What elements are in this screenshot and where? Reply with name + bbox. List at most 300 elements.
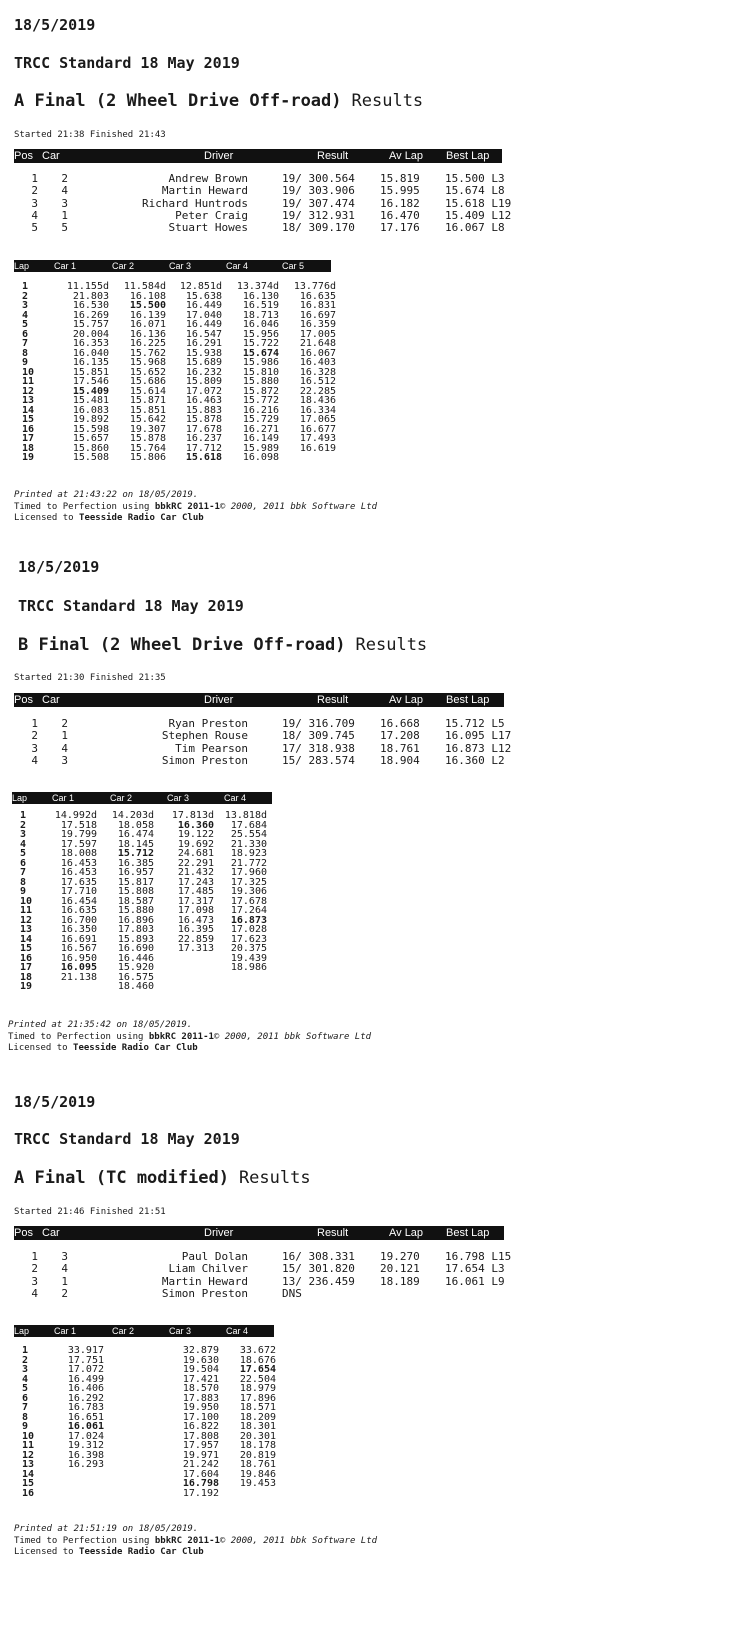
lap-time-car-1: 16.095: [60, 962, 97, 973]
lap-time-car-5: 16.359: [299, 319, 336, 330]
lap-time-car-3: 15.638: [185, 290, 222, 302]
lap-number: 2: [22, 1354, 29, 1366]
lap-time-car-3: 17.604: [182, 1468, 219, 1480]
lap-time-car-3: 19.692: [177, 838, 214, 850]
header-pos: Pos: [14, 150, 33, 162]
result-result: 19/ 312.931: [282, 208, 355, 222]
lap-time-car-1: 14.992d: [54, 810, 97, 821]
header-driver: Driver: [204, 1227, 234, 1239]
lap-time-car-3: 22.859: [177, 933, 214, 945]
lap-time-car-3: 17.883: [182, 1392, 219, 1404]
lap-time-car-1: 16.269: [72, 309, 109, 321]
result-car: 3: [61, 753, 68, 767]
printed-at: Printed at 21:43:22 on 18/05/2019.: [14, 490, 199, 500]
header-driver: Driver: [204, 694, 234, 706]
result-result: 19/ 307.474: [282, 196, 355, 210]
result-car: 3: [61, 196, 68, 210]
lap-number: 7: [22, 1402, 29, 1413]
result-car: 1: [61, 208, 68, 222]
result-pos: 2: [31, 184, 38, 198]
result-driver: Tim Pearson: [175, 741, 248, 755]
lap-number: 19: [20, 981, 33, 992]
lap-number: 15: [22, 414, 35, 425]
lap-number: 11: [20, 905, 33, 916]
lap-time-car-2: 15.614: [129, 385, 166, 397]
lap-number: 13: [22, 395, 35, 406]
lap-time-car-2: 17.803: [117, 924, 154, 935]
lap-number: 9: [22, 1421, 29, 1432]
lap-time-car-2: 18.145: [117, 838, 154, 850]
lap-time-car-5: 22.285: [299, 385, 336, 397]
lap-number: 6: [20, 857, 27, 869]
lap-number: 4: [20, 838, 27, 850]
lap-number: 13: [22, 1459, 35, 1470]
lap-time-car-4: 15.880: [242, 376, 279, 387]
result-car: 5: [61, 221, 68, 235]
lap-time-car-3: 17.098: [177, 905, 214, 916]
lap-header-car-4: Car 4: [224, 793, 247, 803]
lap-time-car-2: 16.474: [117, 829, 154, 840]
lap-time-car-5: 18.436: [299, 395, 336, 406]
lap-number: 10: [22, 366, 35, 378]
lap-time-car-4: 17.325: [230, 876, 267, 888]
lap-time-car-3: 19.504: [182, 1364, 219, 1375]
result-bestlap: 15.409 L12: [445, 208, 512, 222]
lap-time-car-2: 15.851: [129, 404, 166, 416]
lap-time-car-2: 15.686: [129, 376, 166, 387]
lap-header-car-3: Car 3: [169, 1326, 192, 1336]
lap-time-car-4: 17.684: [230, 819, 267, 831]
lap-number: 9: [20, 886, 27, 897]
lap-time-car-2: 16.108: [129, 290, 166, 302]
lap-time-car-5: 16.635: [299, 290, 336, 302]
lap-time-car-1: 33.917: [67, 1345, 104, 1356]
lap-time-car-4: 19.453: [239, 1478, 276, 1489]
lap-time-car-3: 18.570: [182, 1383, 219, 1394]
lap-time-car-1: 16.135: [72, 357, 109, 368]
lap-time-car-1: 17.635: [60, 876, 97, 888]
lap-time-car-4: 18.301: [239, 1421, 276, 1432]
lap-time-car-4: 20.819: [239, 1449, 276, 1461]
lap-number: 1: [20, 810, 27, 821]
lap-time-car-5: 16.403: [299, 357, 336, 368]
lap-time-car-1: 16.353: [72, 338, 109, 349]
result-driver: Martin Heward: [161, 1274, 248, 1288]
result-result: 16/ 308.331: [282, 1250, 355, 1263]
meeting-title: TRCC Standard 18 May 2019: [18, 597, 244, 615]
result-avlap: 18.904: [380, 753, 420, 767]
lap-number: 16: [22, 423, 35, 435]
header-driver: Driver: [204, 150, 234, 162]
lap-number: 9: [22, 357, 29, 368]
lap-time-car-3: 15.689: [185, 357, 222, 368]
lap-time-car-1: 16.083: [72, 404, 109, 416]
result-bestlap: 15.712 L5: [445, 717, 505, 730]
lap-time-car-4: 17.896: [239, 1392, 276, 1404]
lap-number: 4: [22, 1373, 29, 1385]
race-title: [14, 1168, 311, 1188]
lap-time-car-4: 19.846: [239, 1468, 276, 1480]
lap-time-car-2: 16.957: [117, 867, 154, 878]
lap-row: [0, 1403, 330, 1413]
result-driver: Simon Preston: [161, 753, 248, 767]
lap-number: 12: [22, 385, 35, 397]
lap-time-car-2: 15.880: [117, 905, 154, 916]
header-avlap: Av Lap: [389, 694, 424, 706]
lap-row: [0, 1384, 330, 1394]
lap-number: 12: [22, 1449, 35, 1461]
license-line: Licensed to Teesside Radio Car Club: [8, 1043, 198, 1053]
lap-time-car-2: 15.968: [129, 357, 166, 368]
result-car: 1: [61, 1274, 68, 1288]
result-bestlap: 16.873 L12: [445, 741, 512, 755]
lap-number: 11: [22, 1440, 35, 1451]
result-pos: 3: [31, 196, 38, 210]
lap-time-car-4: 15.722: [242, 338, 279, 349]
lap-number: 14: [22, 404, 35, 416]
lap-time-car-5: 16.067: [299, 347, 336, 359]
lap-time-car-1: 16.635: [60, 905, 97, 916]
lap-time-car-2: 15.642: [129, 414, 166, 425]
lap-time-car-1: 16.950: [60, 952, 97, 964]
lap-time-car-1: 15.409: [72, 385, 109, 397]
race-name: B Final (2 Wheel Drive Off-road): [18, 635, 346, 655]
lap-time-car-1: 17.024: [67, 1430, 104, 1442]
result-pos: 1: [31, 172, 38, 185]
start-finish-times: Started 21:30 Finished 21:35: [14, 673, 166, 683]
lap-time-car-4: 18.571: [239, 1402, 276, 1413]
lap-time-car-3: 17.192: [182, 1487, 219, 1499]
result-driver: Simon Preston: [161, 1286, 248, 1300]
lap-time-car-2: 19.307: [129, 423, 166, 435]
lap-time-car-3: 17.957: [182, 1440, 219, 1451]
lap-time-car-4: 16.098: [242, 452, 279, 463]
header-result: Result: [317, 694, 349, 706]
sheet-date: 18/5/2019: [14, 16, 96, 34]
lap-time-car-3: 17.421: [182, 1373, 219, 1385]
lap-time-car-3: 15.938: [185, 347, 222, 359]
result-driver: Liam Chilver: [168, 1262, 248, 1276]
lap-row: [0, 1470, 330, 1480]
result-bestlap: 16.798 L15: [445, 1250, 512, 1263]
lap-time-car-1: 15.481: [72, 395, 109, 406]
result-bestlap: 15.500 L3: [445, 172, 505, 185]
results-label: Results: [238, 1168, 311, 1188]
header-avlap: Av Lap: [389, 150, 424, 162]
lap-header-lap: Lap: [14, 1326, 30, 1336]
lap-row: [0, 1365, 330, 1375]
lap-time-car-3: 15.618: [185, 452, 222, 463]
result-driver: Andrew Brown: [168, 172, 248, 185]
lap-number: 8: [22, 1411, 29, 1423]
lap-table-header: [14, 1325, 274, 1337]
lap-time-car-1: 16.700: [60, 914, 97, 926]
lap-time-car-2: 16.575: [117, 971, 154, 983]
lap-header-car-4: Car 4: [226, 261, 249, 271]
printed-at: Printed at 21:51:19 on 18/05/2019.: [14, 1524, 199, 1534]
lap-row: [0, 1489, 330, 1499]
lap-header-lap: Lap: [14, 261, 30, 271]
result-bestlap: 15.618 L19: [445, 196, 512, 210]
lap-header-car-3: Car 3: [169, 261, 192, 271]
lap-time-car-4: 22.504: [239, 1373, 276, 1385]
header-pos: Pos: [14, 694, 33, 706]
lap-time-car-2: 16.071: [129, 319, 166, 330]
result-bestlap: 16.095 L17: [445, 729, 512, 743]
lap-time-car-2: 18.058: [117, 819, 154, 831]
result-pos: 5: [31, 221, 38, 235]
lap-time-car-1: 16.292: [67, 1392, 104, 1404]
lap-time-car-2: 16.896: [117, 914, 154, 926]
result-result: 19/ 300.564: [282, 172, 355, 185]
lap-time-car-5: 13.776d: [293, 281, 336, 292]
lap-time-car-2: 15.817: [117, 876, 154, 888]
header-car: Car: [42, 150, 60, 162]
lap-time-car-4: 18.209: [239, 1411, 276, 1423]
lap-time-car-4: 18.979: [239, 1383, 276, 1394]
lap-time-car-3: 12.851d: [179, 281, 222, 292]
start-finish-times: Started 21:38 Finished 21:43: [14, 130, 166, 140]
lap-time-car-1: 17.072: [67, 1364, 104, 1375]
lap-time-car-4: 18.923: [230, 848, 267, 859]
lap-time-car-3: 16.798: [182, 1478, 219, 1489]
result-bestlap: 16.067 L8: [445, 221, 505, 235]
lap-time-car-2: 16.225: [129, 338, 166, 349]
lap-time-car-1: 16.530: [72, 300, 109, 311]
lap-time-car-3: 16.449: [185, 300, 222, 311]
lap-time-car-1: 15.851: [72, 366, 109, 378]
header-bestlap: Best Lap: [446, 694, 490, 706]
result-pos: 1: [31, 717, 38, 730]
lap-row: [0, 1394, 330, 1404]
lap-time-car-2: 16.139: [129, 309, 166, 321]
results-label: Results: [355, 635, 428, 655]
lap-time-car-3: 15.883: [185, 404, 222, 416]
lap-time-car-1: 17.597: [60, 838, 97, 850]
lap-time-car-4: 21.772: [230, 857, 267, 869]
lap-number: 17: [20, 962, 33, 973]
lap-time-car-4: 15.729: [242, 414, 279, 425]
lap-row: [0, 1460, 330, 1470]
timing-software: Timed to Perfection using bbkRC 2011-1© 2000, 2011 bbk Software Ltd: [8, 1031, 372, 1042]
lap-time-car-5: 16.697: [299, 309, 336, 321]
result-driver: Stephen Rouse: [161, 729, 248, 743]
lap-time-car-1: 19.892: [72, 414, 109, 425]
result-avlap: 18.761: [380, 741, 420, 755]
lap-time-car-1: 16.453: [60, 867, 97, 878]
lap-time-car-5: 21.648: [299, 338, 336, 349]
lap-time-car-5: 16.677: [299, 423, 336, 435]
lap-time-car-3: 19.950: [182, 1402, 219, 1413]
lap-number: 3: [20, 829, 27, 840]
header-avlap: Av Lap: [389, 1227, 424, 1239]
sheet-footer: [14, 1524, 377, 1559]
lap-time-car-1: 15.757: [72, 319, 109, 330]
lap-header-car-3: Car 3: [167, 793, 190, 803]
result-result: 17/ 318.938: [282, 741, 355, 755]
lap-time-car-3: 17.072: [185, 385, 222, 397]
race-name: A Final (TC modified): [14, 1168, 229, 1188]
lap-time-car-4: 16.046: [242, 319, 279, 330]
result-pos: 4: [31, 753, 38, 767]
lap-time-car-3: 17.040: [185, 309, 222, 321]
lap-time-car-1: 19.799: [60, 829, 97, 840]
lap-time-car-4: 18.761: [239, 1459, 276, 1470]
lap-header-car-1: Car 1: [54, 1326, 77, 1336]
result-pos: 3: [31, 1274, 38, 1288]
result-result: 15/ 301.820: [282, 1262, 355, 1276]
lap-number: 10: [20, 895, 33, 907]
lap-time-car-1: 16.691: [60, 933, 97, 945]
lap-time-car-2: 15.878: [129, 433, 166, 444]
lap-time-car-4: 17.623: [230, 933, 267, 945]
result-avlap: 15.819: [380, 172, 420, 185]
lap-time-car-3: 16.473: [177, 914, 214, 926]
result-driver: Ryan Preston: [168, 717, 248, 730]
lap-time-car-3: 17.678: [185, 423, 222, 435]
lap-time-car-3: 16.237: [185, 433, 222, 444]
lap-row: [0, 1432, 330, 1442]
lap-time-car-4: 16.216: [242, 404, 279, 416]
lap-number: 4: [22, 309, 29, 321]
lap-time-car-1: 16.293: [67, 1459, 104, 1470]
result-car: 2: [61, 172, 68, 185]
lap-time-car-4: 15.986: [242, 357, 279, 368]
lap-time-car-4: 17.654: [239, 1364, 276, 1375]
lap-number: 6: [22, 1392, 29, 1404]
result-row: [0, 1287, 560, 1300]
lap-row: [0, 1356, 330, 1366]
lap-time-car-1: 16.651: [67, 1411, 104, 1423]
start-finish-times: Started 21:46 Finished 21:51: [14, 1207, 166, 1217]
result-avlap: 17.208: [380, 729, 420, 743]
lap-time-car-4: 15.772: [242, 395, 279, 406]
lap-time-car-1: 16.398: [67, 1449, 104, 1461]
lap-time-car-1: 16.040: [72, 347, 109, 359]
lap-time-car-1: 17.518: [60, 819, 97, 831]
lap-time-car-4: 15.674: [242, 347, 279, 359]
lap-time-car-3: 19.971: [182, 1449, 219, 1461]
lap-time-car-4: 19.306: [230, 886, 267, 897]
lap-time-car-3: 16.449: [185, 319, 222, 330]
lap-time-car-2: 16.385: [117, 857, 154, 869]
lap-time-car-4: 15.872: [242, 385, 279, 397]
lap-time-car-2: 11.584d: [123, 281, 166, 292]
results-label: Results: [351, 91, 424, 111]
result-avlap: 20.121: [380, 1262, 420, 1276]
lap-time-car-4: 16.271: [242, 423, 279, 435]
lap-time-car-2: 15.500: [129, 300, 166, 311]
result-bestlap: 16.061 L9: [445, 1274, 505, 1288]
lap-time-car-4: 21.330: [230, 838, 267, 850]
lap-time-car-1: 16.406: [67, 1383, 104, 1394]
lap-time-car-5: 16.328: [299, 366, 336, 378]
lap-time-car-1: 16.350: [60, 924, 97, 935]
result-pos: 2: [31, 1262, 38, 1276]
lap-number: 10: [22, 1430, 35, 1442]
lap-header-car-1: Car 1: [52, 793, 75, 803]
header-car: Car: [42, 694, 60, 706]
lap-time-car-3: 16.822: [182, 1421, 219, 1432]
lap-number: 17: [22, 433, 35, 444]
lap-time-car-3: 16.463: [185, 395, 222, 406]
lap-time-car-4: 18.676: [239, 1354, 276, 1366]
results-header: [14, 1226, 504, 1240]
lap-time-car-4: 17.678: [230, 895, 267, 907]
result-pos: 4: [31, 1286, 38, 1300]
lap-time-car-3: 17.485: [177, 886, 214, 897]
result-avlap: 16.470: [380, 208, 420, 222]
lap-header-car-2: Car 2: [112, 261, 135, 271]
result-car: 2: [61, 1286, 68, 1300]
lap-time-car-4: 15.810: [242, 366, 279, 378]
lap-time-car-4: 20.301: [239, 1430, 276, 1442]
lap-time-car-4: 13.374d: [236, 281, 279, 292]
lap-time-car-3: 17.808: [182, 1430, 219, 1442]
lap-time-car-2: 15.871: [129, 395, 166, 406]
lap-time-car-4: 17.028: [230, 924, 267, 935]
lap-time-car-4: 15.956: [242, 328, 279, 340]
lap-number: 7: [20, 867, 27, 878]
lap-time-car-4: 18.986: [230, 962, 267, 973]
result-result: 18/ 309.745: [282, 729, 355, 743]
result-pos: 2: [31, 729, 38, 743]
lap-time-car-1: 16.453: [60, 857, 97, 869]
lap-time-car-3: 17.100: [182, 1411, 219, 1423]
lap-time-car-1: 18.008: [60, 848, 97, 859]
lap-time-car-1: 16.567: [60, 943, 97, 954]
result-car: 4: [61, 741, 68, 755]
lap-number: 15: [22, 1478, 35, 1489]
result-car: 1: [61, 729, 68, 743]
result-avlap: 16.182: [380, 196, 420, 210]
lap-time-car-2: 16.446: [117, 952, 154, 964]
result-driver: Paul Dolan: [181, 1250, 248, 1263]
result-avlap: 18.189: [380, 1274, 420, 1288]
result-driver: Stuart Howes: [168, 221, 248, 235]
sheet-date: 18/5/2019: [14, 1093, 96, 1111]
lap-header-car-4: Car 4: [226, 1326, 249, 1336]
lap-time-car-3: 15.809: [185, 376, 222, 387]
header-bestlap: Best Lap: [446, 1227, 490, 1239]
lap-number: 7: [22, 338, 29, 349]
lap-time-car-5: 17.065: [299, 414, 336, 425]
result-driver: Peter Craig: [175, 208, 248, 222]
sheet-date: 18/5/2019: [18, 558, 100, 576]
lap-time-car-3: 21.432: [177, 867, 214, 878]
timing-software: Timed to Perfection using bbkRC 2011-1© 2000, 2011 bbk Software Ltd: [14, 501, 378, 512]
lap-number: 1: [22, 281, 29, 292]
result-pos: 3: [31, 741, 38, 755]
lap-time-car-1: 16.783: [67, 1402, 104, 1413]
lap-time-car-2: 16.136: [129, 328, 166, 340]
lap-time-car-1: 17.751: [67, 1354, 104, 1366]
lap-time-car-1: 15.598: [72, 423, 109, 435]
lap-time-car-3: 17.317: [177, 895, 214, 907]
lap-number: 12: [20, 914, 33, 926]
lap-time-car-3: 15.878: [185, 414, 222, 425]
lap-time-car-1: 15.508: [72, 452, 109, 463]
result-bestlap: 16.360 L2: [445, 753, 505, 767]
lap-number: 13: [20, 924, 33, 935]
lap-row: [0, 1451, 330, 1461]
lap-time-car-2: 15.712: [117, 848, 154, 859]
result-avlap: 19.270: [380, 1250, 420, 1263]
lap-number: 5: [22, 1383, 29, 1394]
lap-number: 15: [20, 943, 33, 954]
result-car: 2: [61, 717, 68, 730]
lap-time-car-4: 17.960: [230, 867, 267, 878]
